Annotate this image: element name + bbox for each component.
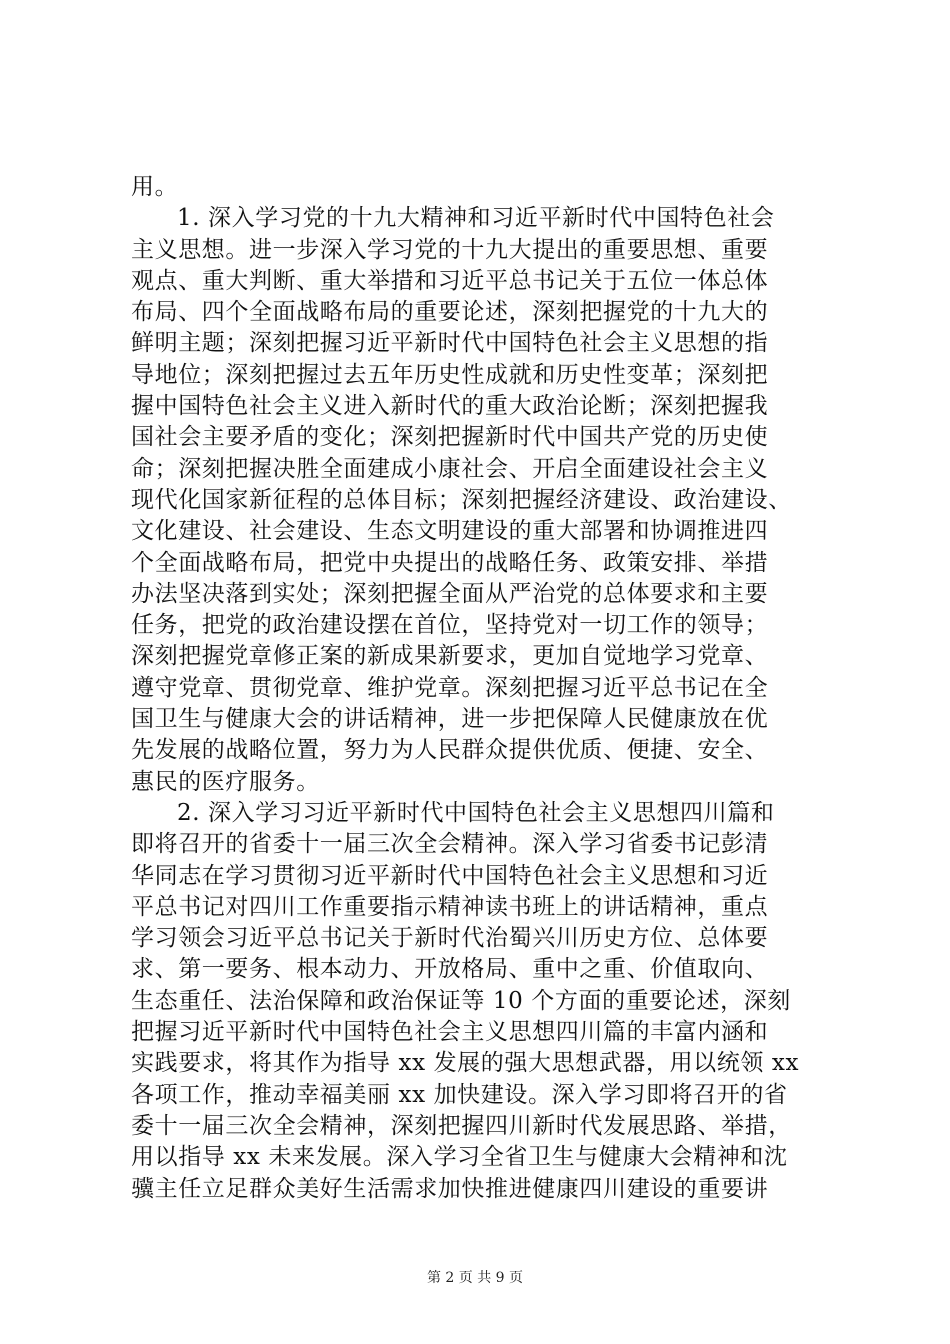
text-line: 遵守党章、贯彻党章、维护党章。深刻把握习近平总书记在全 (131, 674, 769, 701)
text-line: 惠民的医疗服务。 (131, 768, 320, 795)
text-line: 国卫生与健康大会的讲话精神，进一步把保障人民健康放在优 (131, 706, 769, 733)
text-line: 国社会主要矛盾的变化；深刻把握新时代中国共产党的历史使 (131, 424, 769, 451)
text-line: 鲜明主题；深刻把握习近平新时代中国特色社会主义思想的指 (131, 330, 769, 357)
text-line: 求、第一要务、根本动力、开放格局、重中之重、价值取向、 (131, 956, 769, 983)
text-line: 布局、四个全面战略布局的重要论述，深刻把握党的十九大的 (131, 299, 769, 326)
paragraph-1-first-line: 1. 深入学习党的十九大精神和习近平新时代中国特色社会 (177, 205, 775, 232)
text-line: 各项工作，推动幸福美丽 xx 加快建设。深入学习即将召开的省 (131, 1081, 788, 1108)
text-line: 华同志在学习贯彻习近平新时代中国特色社会主义思想和习近 (131, 862, 769, 889)
text-line: 办法坚决落到实处；深刻把握全面从严治党的总体要求和主要 (131, 580, 769, 607)
text-line: 现代化国家新征程的总体目标；深刻把握经济建设、政治建设、 (131, 486, 792, 513)
text-line: 骥主任立足群众美好生活需求加快推进健康四川建设的重要讲 (131, 1175, 769, 1202)
text-line: 任务，把党的政治建设摆在首位，坚持党对一切工作的领导； (131, 612, 769, 639)
text-line: 平总书记对四川工作重要指示精神读书班上的讲话精神，重点 (131, 893, 769, 920)
text-line: 主义思想。进一步深入学习党的十九大提出的重要思想、重要 (131, 236, 769, 263)
text-line: 命；深刻把握决胜全面建成小康社会、开启全面建设社会主义 (131, 455, 769, 482)
text-line: 用。 (131, 174, 179, 200)
text-line: 实践要求，将其作为指导 xx 发展的强大思想武器，用以统领 xx (131, 1050, 800, 1077)
text-line: 握中国特色社会主义进入新时代的重大政治论断；深刻把握我 (131, 393, 769, 420)
text-line: 即将召开的省委十一届三次全会精神。深入学习省委书记彭清 (131, 831, 769, 858)
text-line: 文化建设、社会建设、生态文明建设的重大部署和协调推进四 (131, 518, 769, 545)
text-line: 导地位；深刻把握过去五年历史性成就和历史性变革；深刻把 (131, 361, 769, 388)
text-line: 学习领会习近平总书记关于新时代治蜀兴川历史方位、总体要 (131, 925, 769, 952)
text-line: 用以指导 xx 未来发展。深入学习全省卫生与健康大会精神和沈 (131, 1144, 788, 1171)
text-line: 观点、重大判断、重大举措和习近平总书记关于五位一体总体 (131, 267, 769, 294)
paragraph-2-first-line: 2. 深入学习习近平新时代中国特色社会主义思想四川篇和 (177, 799, 775, 826)
text-line: 生态重任、法治保障和政治保证等 10 个方面的重要论述，深刻 (131, 987, 791, 1014)
text-line: 深刻把握党章修正案的新成果新要求，更加自觉地学习党章、 (131, 643, 769, 670)
text-line: 委十一届三次全会精神，深刻把握四川新时代发展思路、举措， (131, 1112, 792, 1139)
page-number-label: 第 2 页 共 9 页 (426, 1270, 524, 1286)
document-body (131, 172, 831, 1205)
text-line: 把握习近平新时代中国特色社会主义思想四川篇的丰富内涵和 (131, 1019, 769, 1046)
text-line: 个全面战略布局，把党中央提出的战略任务、政策安排、举措 (131, 549, 769, 576)
page-footer (0, 1268, 950, 1288)
text-line: 先发展的战略位置，努力为人民群众提供优质、便捷、安全、 (131, 737, 769, 764)
